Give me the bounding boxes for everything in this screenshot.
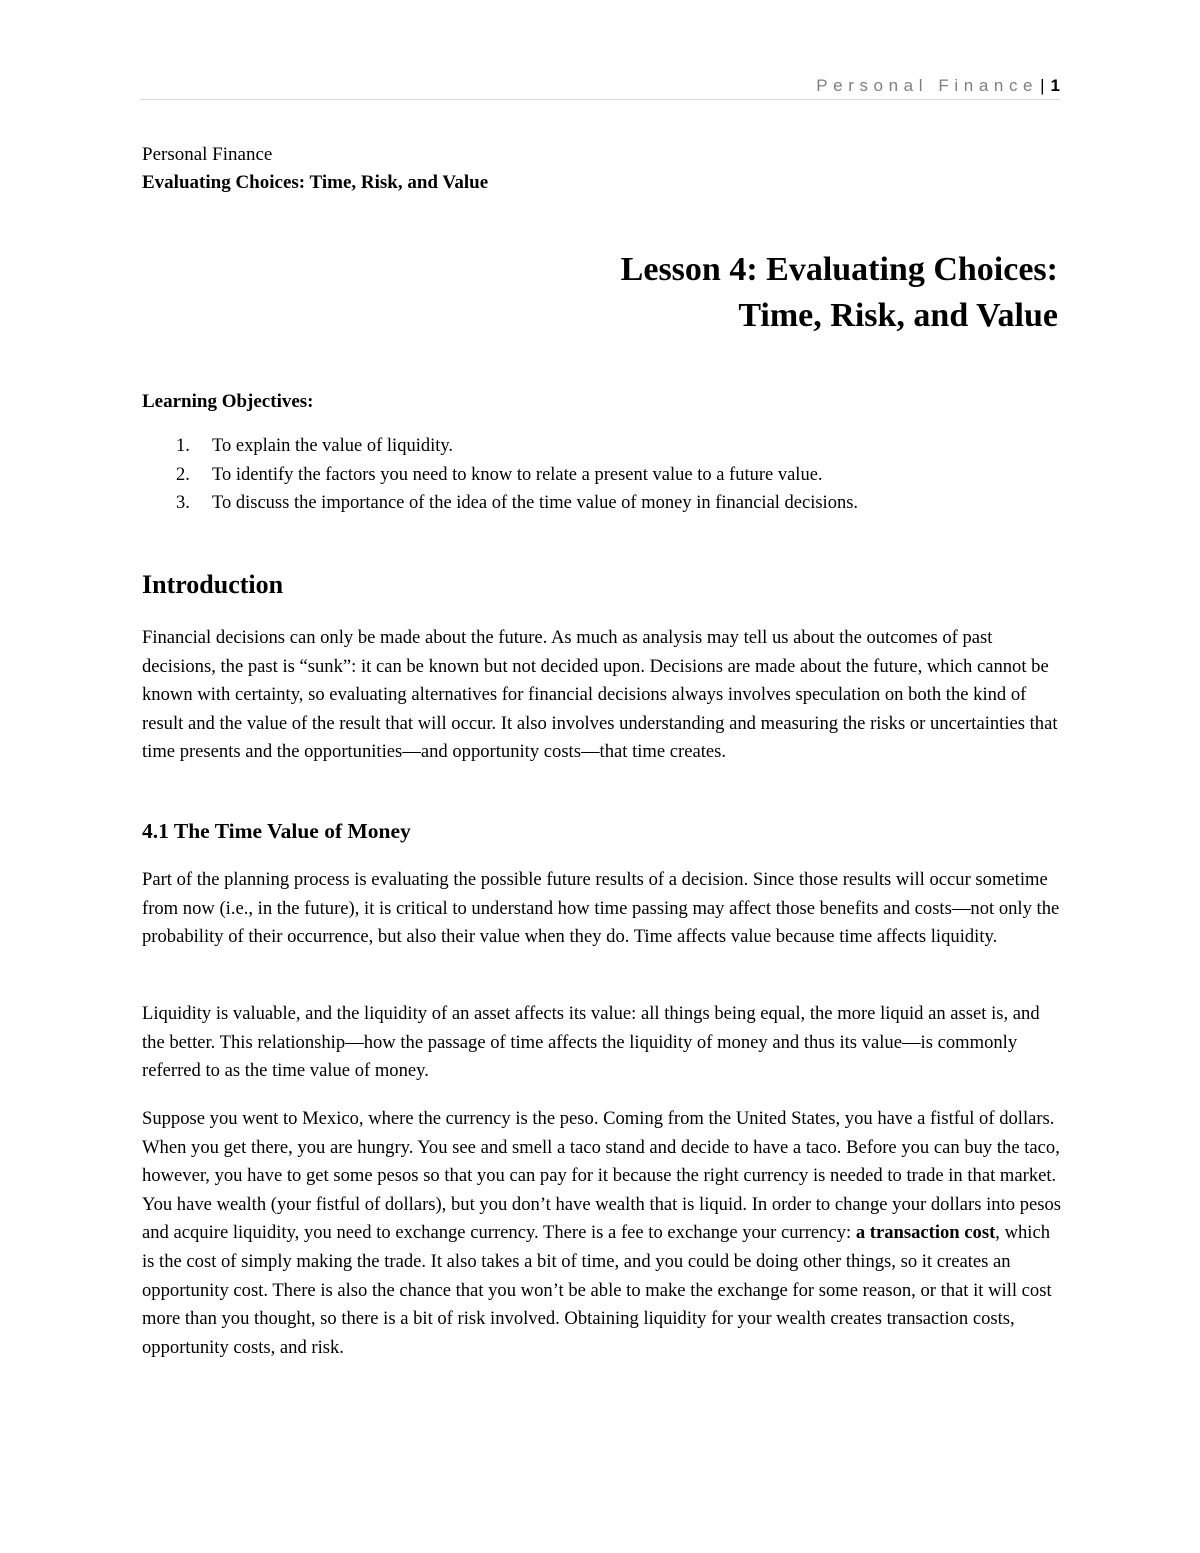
section-heading-4-1: 4.1 The Time Value of Money (142, 819, 411, 843)
page-header (140, 72, 1060, 100)
list-item-number: 2. (176, 464, 190, 485)
page-number: 1 (1050, 76, 1060, 95)
objectives-heading: Learning Objectives: (142, 391, 314, 412)
document-subtitle: Evaluating Choices: Time, Risk, and Value (142, 172, 489, 193)
paragraph-text: , which is the cost of simply making the trade. It also takes a bit of time, and you could be doing other things, so it creates an opportunity cost. There is also the chance that you won’t be able to make the exchange for some reason, or that it will cost more than you thought, so there is a bit of risk involved. Obtaining liquidity for your wealth creates transaction costs, opportunity costs, and risk. (142, 1222, 1052, 1358)
time-value-paragraph-3 (142, 1105, 1062, 1362)
list-item (142, 489, 1062, 518)
lesson-title (621, 247, 1058, 339)
lesson-title-line-1: Lesson 4: Evaluating Choices: (620, 251, 1058, 288)
lesson-title-line-2: Time, Risk, and Value (738, 297, 1058, 334)
list-item (142, 461, 1062, 490)
list-item-text: To identify the factors you need to know to relate a present value to a future value. (212, 464, 823, 485)
time-value-paragraph-1: Part of the planning process is evaluating the possible future results of a decision. Since those results will occur sometime from now (i.e., in the future), it is critical to understand how time passing may affect those benefits and costs—not only the probability of their occurrence, but also their value when they do. Time affects value because time affects liquidity. (142, 869, 1060, 948)
key-term-transaction-cost: a transaction cost (855, 1222, 996, 1244)
list-item (142, 432, 1062, 461)
learning-objectives (142, 389, 1062, 518)
time-value-paragraph-2: Liquidity is valuable, and the liquidity of an asset affects its value: all things being equal, the more liquid an asset is, and the better. This relationship—how the passage of time affects the liquidity of money and thus its value—is commonly referred to as the time value of money. (142, 1003, 1040, 1082)
document-meta (142, 141, 488, 197)
course-name: Personal Finance (142, 144, 273, 165)
header-separator: | (1040, 76, 1045, 95)
list-item-number: 1. (176, 436, 190, 456)
list-item-text: To explain the value of liquidity. (212, 436, 454, 456)
running-title: Personal Finance (816, 76, 1039, 95)
objectives-list (142, 432, 1062, 518)
list-item-number: 3. (176, 493, 190, 513)
introduction-paragraph: Financial decisions can only be made about the future. As much as analysis may tell us about the outcomes of past decisions, the past is “sunk”: it can be known but not decided upon. Decisions are made about the future, which cannot be known with certainty, so evaluating alternatives for financial decisions always involves speculation on both the kind of result and the value of the result that will occur. It also involves understanding and measuring the risks or uncertainties that time presents and the opportunities—and opportunity costs—that time creates. (142, 627, 1058, 763)
paragraph-text: Suppose you went to Mexico, where the currency is the peso. Coming from the United States, you have a fistful of dollars. When you get there, you are hungry. You see and smell a taco stand and decide to have a taco. Before you can buy the taco, however, you have to get some pesos so that you can pay for it because the right currency is needed to trade in that market. You have wealth (your fistful of dollars), but you don’t have wealth that is liquid. In order to change your dollars into pesos and acquire liquidity, you need to exchange currency. There is a fee to exchange your currency: (142, 1108, 1062, 1244)
introduction-heading: Introduction (142, 570, 284, 599)
list-item-text: To discuss the importance of the idea of the time value of money in financial decisions. (212, 493, 859, 513)
